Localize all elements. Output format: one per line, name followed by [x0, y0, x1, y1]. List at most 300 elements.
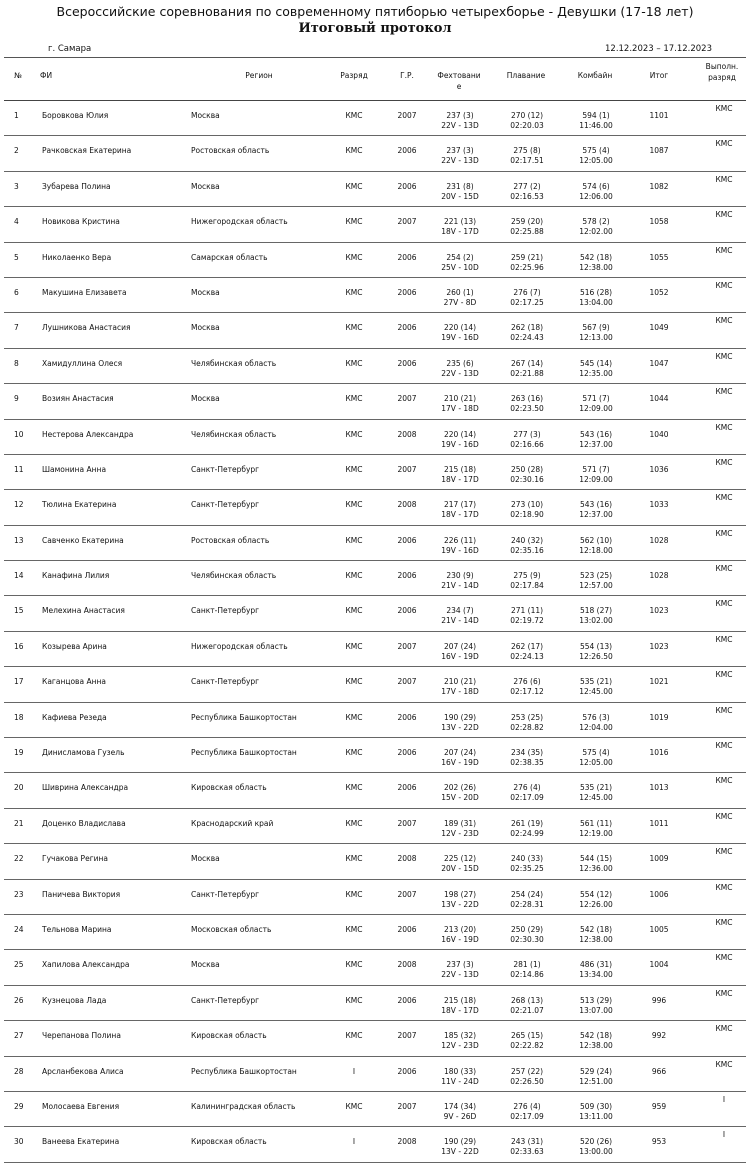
row-total: 1005 — [649, 924, 669, 934]
table-row — [4, 667, 746, 702]
row-done: КМС — [715, 457, 733, 467]
row-fencing: 237 (3) 22V - 13D — [441, 146, 479, 166]
row-swim: 257 (22) 02:26.50 — [510, 1066, 544, 1086]
row-rank: КМС — [345, 924, 363, 934]
row-num: 5 — [14, 252, 19, 262]
table-row — [4, 844, 746, 879]
row-region: Кировская область — [191, 1137, 267, 1147]
row-done: КМС — [715, 882, 733, 892]
row-num: 20 — [14, 783, 24, 793]
col-done: Выполн. разряд — [705, 62, 739, 82]
row-fencing: 237 (3) 22V - 13D — [441, 960, 479, 980]
row-name: Паничева Виктория — [42, 889, 121, 899]
row-rank: КМС — [345, 252, 363, 262]
row-done: КМС — [715, 988, 733, 998]
row-combo: 518 (27) 13:02.00 — [579, 606, 613, 626]
row-num: 16 — [14, 641, 24, 651]
row-num: 13 — [14, 535, 24, 545]
row-swim: 259 (21) 02:25.96 — [510, 252, 544, 272]
row-year: 2008 — [397, 854, 417, 864]
row-name: Савченко Екатерина — [42, 535, 124, 545]
row-combo: 542 (18) 12:38.00 — [579, 1031, 613, 1051]
table-row — [4, 1021, 746, 1056]
row-fencing: 230 (9) 21V - 14D — [441, 571, 479, 591]
row-rank: КМС — [345, 995, 363, 1005]
row-rank: КМС — [345, 146, 363, 156]
row-name: Кафиева Резеда — [42, 712, 107, 722]
row-year: 2006 — [397, 712, 417, 722]
row-swim: 277 (3) 02:16.66 — [510, 429, 544, 449]
row-done: КМС — [715, 316, 733, 326]
row-rank: КМС — [345, 394, 363, 404]
row-swim: 262 (18) 02:24.43 — [510, 323, 544, 343]
row-total: 1047 — [649, 358, 669, 368]
row-swim: 277 (2) 02:16.53 — [510, 181, 544, 201]
row-done: КМС — [715, 741, 733, 751]
row-year: 2007 — [397, 111, 417, 120]
table-row — [4, 561, 746, 596]
row-region: Москва — [191, 181, 220, 191]
row-name: Ванеева Екатерина — [42, 1137, 120, 1147]
row-region: Нижегородская область — [191, 217, 288, 227]
row-combo: 535 (21) 12:45.00 — [579, 783, 613, 803]
row-total: 1028 — [649, 571, 669, 581]
row-year: 2007 — [397, 889, 417, 899]
table-row — [4, 490, 746, 525]
row-total: 1055 — [649, 252, 669, 262]
row-swim: 250 (28) 02:30.16 — [510, 464, 544, 484]
row-num: 1 — [14, 111, 19, 120]
row-combo: 574 (6) 12:06.00 — [579, 181, 613, 201]
row-year: 2006 — [397, 1066, 417, 1076]
row-year: 2006 — [397, 748, 417, 758]
row-num: 14 — [14, 571, 24, 581]
row-year: 2006 — [397, 995, 417, 1005]
row-rank: КМС — [345, 464, 363, 474]
row-fencing: 234 (7) 21V - 14D — [441, 606, 479, 626]
row-swim: 276 (4) 02:17.09 — [510, 1101, 544, 1121]
row-combo: 513 (29) 13:07.00 — [579, 995, 613, 1015]
row-fencing: 254 (2) 25V - 10D — [441, 252, 479, 272]
row-num: 4 — [14, 217, 19, 227]
row-rank: КМС — [345, 287, 363, 297]
row-combo: 535 (21) 12:45.00 — [579, 677, 613, 697]
row-year: 2006 — [397, 924, 417, 934]
row-region: Кировская область — [191, 783, 267, 793]
row-rank: КМС — [345, 960, 363, 970]
row-total: 1006 — [649, 889, 669, 899]
table-row — [4, 738, 746, 773]
row-swim: 253 (25) 02:28.82 — [510, 712, 544, 732]
row-region: Москва — [191, 323, 220, 333]
row-combo: 544 (15) 12:36.00 — [579, 854, 613, 874]
row-name: Николаенко Вера — [42, 252, 112, 262]
row-combo: 562 (10) 12:18.00 — [579, 535, 613, 555]
row-year: 2008 — [397, 429, 417, 439]
row-year: 2007 — [397, 464, 417, 474]
table-row — [4, 349, 746, 384]
table-row — [4, 986, 746, 1021]
table-row — [4, 632, 746, 667]
row-region: Челябинская область — [191, 358, 277, 368]
table-row — [4, 773, 746, 808]
row-swim: 240 (32) 02:35.16 — [510, 535, 544, 555]
row-fencing: 220 (14) 19V - 16D — [441, 429, 479, 449]
row-swim: 243 (31) 02:33.63 — [510, 1137, 544, 1157]
row-combo: 575 (4) 12:05.00 — [579, 146, 613, 166]
col-total: Итог — [649, 71, 669, 80]
row-done: КМС — [715, 528, 733, 538]
row-region: Самарская область — [191, 252, 268, 262]
row-combo: 571 (7) 12:09.00 — [579, 464, 613, 484]
row-name: Козырева Арина — [42, 641, 107, 651]
row-total: 1040 — [649, 429, 669, 439]
row-swim: 276 (7) 02:17.25 — [510, 287, 544, 307]
row-fencing: 237 (3) 22V - 13D — [441, 111, 479, 130]
row-done: КМС — [715, 599, 733, 609]
row-done: КМС — [715, 174, 733, 184]
row-done: КМС — [715, 670, 733, 680]
row-fencing: 189 (31) 12V - 23D — [441, 818, 479, 838]
row-combo: 554 (13) 12:26.50 — [579, 641, 613, 661]
row-combo: 561 (11) 12:19.00 — [579, 818, 613, 838]
row-rank: КМС — [345, 677, 363, 687]
row-num: 11 — [14, 464, 24, 474]
row-region: Ростовская область — [191, 535, 270, 545]
row-fencing: 221 (13) 18V - 17D — [441, 217, 479, 237]
row-done: КМС — [715, 705, 733, 715]
row-year: 2006 — [397, 571, 417, 581]
col-rank: Разряд — [340, 71, 368, 80]
row-name: Молосаева Евгения — [42, 1101, 120, 1111]
row-rank: КМС — [345, 712, 363, 722]
page-subtitle: Итоговый протокол — [298, 21, 452, 36]
row-region: Калининградская область — [191, 1101, 296, 1111]
row-done: КМС — [715, 1059, 733, 1069]
row-done: КМС — [715, 1024, 733, 1034]
row-num: 2 — [14, 146, 19, 156]
row-rank: КМС — [345, 1031, 363, 1041]
row-fencing: 207 (24) 16V - 19D — [441, 748, 479, 768]
row-rank: КМС — [345, 323, 363, 333]
table-header — [4, 58, 746, 101]
row-total: 1009 — [649, 854, 669, 864]
row-num: 8 — [14, 358, 19, 368]
row-swim: 270 (12) 02:20.03 — [510, 111, 544, 130]
row-name: Каганцова Анна — [42, 677, 106, 687]
row-total: 959 — [651, 1101, 667, 1111]
row-num: 12 — [14, 500, 24, 510]
row-year: 2007 — [397, 818, 417, 828]
row-done: КМС — [715, 210, 733, 220]
dates-label: 12.12.2023 – 17.12.2023 — [605, 44, 712, 54]
row-rank: КМС — [345, 535, 363, 545]
table-row — [4, 313, 746, 348]
row-fencing: 220 (14) 19V - 16D — [441, 323, 479, 343]
row-combo: 509 (30) 13:11.00 — [579, 1101, 613, 1121]
row-rank: КМС — [345, 889, 363, 899]
row-name: Гучакова Регина — [42, 854, 109, 864]
table-row — [4, 809, 746, 844]
row-rank: КМС — [345, 358, 363, 368]
row-done: КМС — [715, 422, 733, 432]
row-name: Мелехина Анастасия — [42, 606, 125, 616]
row-total: 1019 — [649, 712, 669, 722]
row-name: Хамидуллина Олеся — [42, 358, 123, 368]
row-fencing: 210 (21) 17V - 18D — [441, 677, 479, 697]
row-region: Москва — [191, 854, 220, 864]
row-fencing: 207 (24) 16V - 19D — [441, 641, 479, 661]
col-name: ФИ — [40, 71, 53, 80]
table-row — [4, 278, 746, 313]
row-name: Лушникова Анастасия — [42, 323, 131, 333]
row-year: 2007 — [397, 1031, 417, 1041]
row-fencing: 174 (34) 9V - 26D — [443, 1101, 477, 1121]
row-swim: 265 (15) 02:22.82 — [510, 1031, 544, 1051]
row-fencing: 210 (21) 17V - 18D — [441, 394, 479, 414]
table-row — [4, 172, 746, 207]
row-year: 2006 — [397, 252, 417, 262]
table-row — [4, 915, 746, 950]
row-done: КМС — [715, 245, 733, 255]
row-total: 1011 — [649, 818, 669, 828]
table-body — [4, 101, 746, 1163]
row-combo: 523 (25) 12:57.00 — [579, 571, 613, 591]
row-swim: 275 (8) 02:17.51 — [510, 146, 544, 166]
row-year: 2007 — [397, 217, 417, 227]
row-fencing: 198 (27) 13V - 22D — [441, 889, 479, 909]
row-region: Ростовская область — [191, 146, 270, 156]
row-name: Боровкова Юлия — [42, 111, 109, 120]
row-rank: КМС — [345, 641, 363, 651]
table-row — [4, 703, 746, 738]
row-rank: КМС — [345, 606, 363, 616]
row-fencing: 215 (18) 18V - 17D — [441, 995, 479, 1015]
row-total: 1082 — [649, 181, 669, 191]
row-name: Динисламова Гузель — [42, 748, 125, 758]
row-region: Республика Башкортостан — [191, 748, 297, 758]
row-year: 2008 — [397, 500, 417, 510]
row-swim: 267 (14) 02:21.88 — [510, 358, 544, 378]
row-year: 2008 — [397, 1137, 417, 1147]
row-rank: I — [352, 1066, 356, 1076]
row-total: 1021 — [649, 677, 669, 687]
row-total: 953 — [651, 1137, 667, 1147]
col-fencing: Фехтовани е — [437, 71, 481, 91]
row-year: 2006 — [397, 783, 417, 793]
row-num: 3 — [14, 181, 19, 191]
row-region: Санкт-Петербург — [191, 995, 260, 1005]
row-num: 22 — [14, 854, 24, 864]
row-region: Краснодарский край — [191, 818, 274, 828]
row-num: 18 — [14, 712, 24, 722]
row-done: КМС — [715, 564, 733, 574]
row-done: КМС — [715, 351, 733, 361]
row-name: Шиврина Александра — [42, 783, 129, 793]
col-combo: Комбайн — [577, 71, 613, 80]
row-name: Доценко Владислава — [42, 818, 126, 828]
row-fencing: 185 (32) 12V - 23D — [441, 1031, 479, 1051]
row-combo: 575 (4) 12:05.00 — [579, 748, 613, 768]
row-year: 2007 — [397, 394, 417, 404]
row-total: 1004 — [649, 960, 669, 970]
row-combo: 571 (7) 12:09.00 — [579, 394, 613, 414]
row-total: 1023 — [649, 641, 669, 651]
row-rank: КМС — [345, 429, 363, 439]
row-total: 1049 — [649, 323, 669, 333]
row-year: 2006 — [397, 606, 417, 616]
row-combo: 554 (12) 12:26.00 — [579, 889, 613, 909]
row-swim: 259 (20) 02:25.88 — [510, 217, 544, 237]
row-region: Республика Башкортостан — [191, 712, 297, 722]
row-swim: 275 (9) 02:17.84 — [510, 571, 544, 591]
row-region: Санкт-Петербург — [191, 889, 260, 899]
row-done: КМС — [715, 917, 733, 927]
row-region: Челябинская область — [191, 571, 277, 581]
row-combo: 545 (14) 12:35.00 — [579, 358, 613, 378]
row-year: 2006 — [397, 146, 417, 156]
row-rank: КМС — [345, 571, 363, 581]
col-num: № — [14, 71, 22, 80]
row-num: 6 — [14, 287, 19, 297]
table-row — [4, 136, 746, 171]
row-combo: 486 (31) 13:34.00 — [579, 960, 613, 980]
col-region: Регион — [245, 71, 273, 80]
row-region: Москва — [191, 394, 220, 404]
row-num: 21 — [14, 818, 24, 828]
row-region: Москва — [191, 287, 220, 297]
table-row — [4, 880, 746, 915]
row-fencing: 202 (26) 15V - 20D — [441, 783, 479, 803]
table-row — [4, 455, 746, 490]
table-row — [4, 1057, 746, 1092]
row-rank: КМС — [345, 748, 363, 758]
row-name: Тюлина Екатерина — [42, 500, 117, 510]
row-name: Зубарева Полина — [42, 181, 111, 191]
row-year: 2006 — [397, 287, 417, 297]
table-row — [4, 101, 746, 136]
row-total: 1087 — [649, 146, 669, 156]
row-swim: 261 (19) 02:24.99 — [510, 818, 544, 838]
city-label: г. Самара — [48, 44, 92, 54]
row-total: 1052 — [649, 287, 669, 297]
row-combo: 529 (24) 12:51.00 — [579, 1066, 613, 1086]
row-region: Санкт-Петербург — [191, 606, 260, 616]
row-year: 2008 — [397, 960, 417, 970]
row-total: 1016 — [649, 748, 669, 758]
row-year: 2006 — [397, 535, 417, 545]
results-table — [4, 57, 746, 1163]
table-row — [4, 1092, 746, 1127]
row-swim: 271 (11) 02:19.72 — [510, 606, 544, 626]
row-name: Макушина Елизавета — [42, 287, 127, 297]
row-rank: КМС — [345, 111, 363, 120]
row-swim: 263 (16) 02:23.50 — [510, 394, 544, 414]
row-year: 2006 — [397, 358, 417, 368]
row-swim: 276 (6) 02:17.12 — [510, 677, 544, 697]
row-num: 26 — [14, 995, 24, 1005]
row-total: 1023 — [649, 606, 669, 616]
row-combo: 542 (18) 12:38.00 — [579, 924, 613, 944]
row-swim: 262 (17) 02:24.13 — [510, 641, 544, 661]
row-rank: КМС — [345, 1101, 363, 1111]
row-swim: 273 (10) 02:18.90 — [510, 500, 544, 520]
row-done: КМС — [715, 493, 733, 503]
page-title: Всероссийские соревнования по современному пятиборью четырехборье - Девушки (17-18 лет) — [56, 4, 694, 19]
row-num: 29 — [14, 1101, 24, 1111]
row-total: 966 — [651, 1066, 667, 1076]
row-year: 2006 — [397, 323, 417, 333]
row-done: КМС — [715, 139, 733, 149]
row-region: Нижегородская область — [191, 641, 288, 651]
row-fencing: 260 (1) 27V - 8D — [443, 287, 477, 307]
row-num: 9 — [14, 394, 19, 404]
table-row — [4, 1127, 746, 1162]
row-year: 2006 — [397, 181, 417, 191]
row-combo: 543 (16) 12:37.00 — [579, 500, 613, 520]
row-region: Республика Башкортостан — [191, 1066, 297, 1076]
row-rank: КМС — [345, 500, 363, 510]
row-done: I — [722, 1094, 726, 1104]
row-fencing: 190 (29) 13V - 22D — [441, 712, 479, 732]
row-num: 28 — [14, 1066, 24, 1076]
row-rank: КМС — [345, 217, 363, 227]
row-combo: 576 (3) 12:04.00 — [579, 712, 613, 732]
row-name: Нестерова Александра — [42, 429, 134, 439]
row-combo: 520 (26) 13:00.00 — [579, 1137, 613, 1157]
row-combo: 543 (16) 12:37.00 — [579, 429, 613, 449]
row-total: 1028 — [649, 535, 669, 545]
row-rank: I — [352, 1137, 356, 1147]
row-region: Челябинская область — [191, 429, 277, 439]
row-combo: 542 (18) 12:38.00 — [579, 252, 613, 272]
row-year: 2007 — [397, 641, 417, 651]
row-done: КМС — [715, 104, 733, 113]
row-fencing: 217 (17) 18V - 17D — [441, 500, 479, 520]
table-row — [4, 243, 746, 278]
row-swim: 254 (24) 02:28.31 — [510, 889, 544, 909]
row-done: КМС — [715, 634, 733, 644]
row-num: 7 — [14, 323, 19, 333]
row-fencing: 213 (20) 16V - 19D — [441, 924, 479, 944]
row-region: Санкт-Петербург — [191, 677, 260, 687]
row-name: Арсланбекова Алиса — [42, 1066, 124, 1076]
row-region: Московская область — [191, 924, 272, 934]
row-num: 15 — [14, 606, 24, 616]
table-row — [4, 420, 746, 455]
row-num: 24 — [14, 924, 24, 934]
col-swim: Плавание — [506, 71, 546, 80]
row-name: Кузнецова Лада — [42, 995, 107, 1005]
row-fencing: 226 (11) 19V - 16D — [441, 535, 479, 555]
row-name: Канафина Лилия — [42, 571, 110, 581]
row-total: 1033 — [649, 500, 669, 510]
row-rank: КМС — [345, 181, 363, 191]
row-swim: 240 (33) 02:35.25 — [510, 854, 544, 874]
table-row — [4, 384, 746, 419]
row-combo: 594 (1) 11:46.00 — [579, 111, 613, 130]
row-done: КМС — [715, 280, 733, 290]
row-num: 25 — [14, 960, 24, 970]
row-combo: 578 (2) 12:02.00 — [579, 217, 613, 237]
row-rank: КМС — [345, 783, 363, 793]
row-swim: 234 (35) 02:38.35 — [510, 748, 544, 768]
table-row — [4, 950, 746, 985]
row-fencing: 180 (33) 11V - 24D — [441, 1066, 479, 1086]
row-done: КМС — [715, 953, 733, 963]
row-region: Кировская область — [191, 1031, 267, 1041]
row-fencing: 215 (18) 18V - 17D — [441, 464, 479, 484]
